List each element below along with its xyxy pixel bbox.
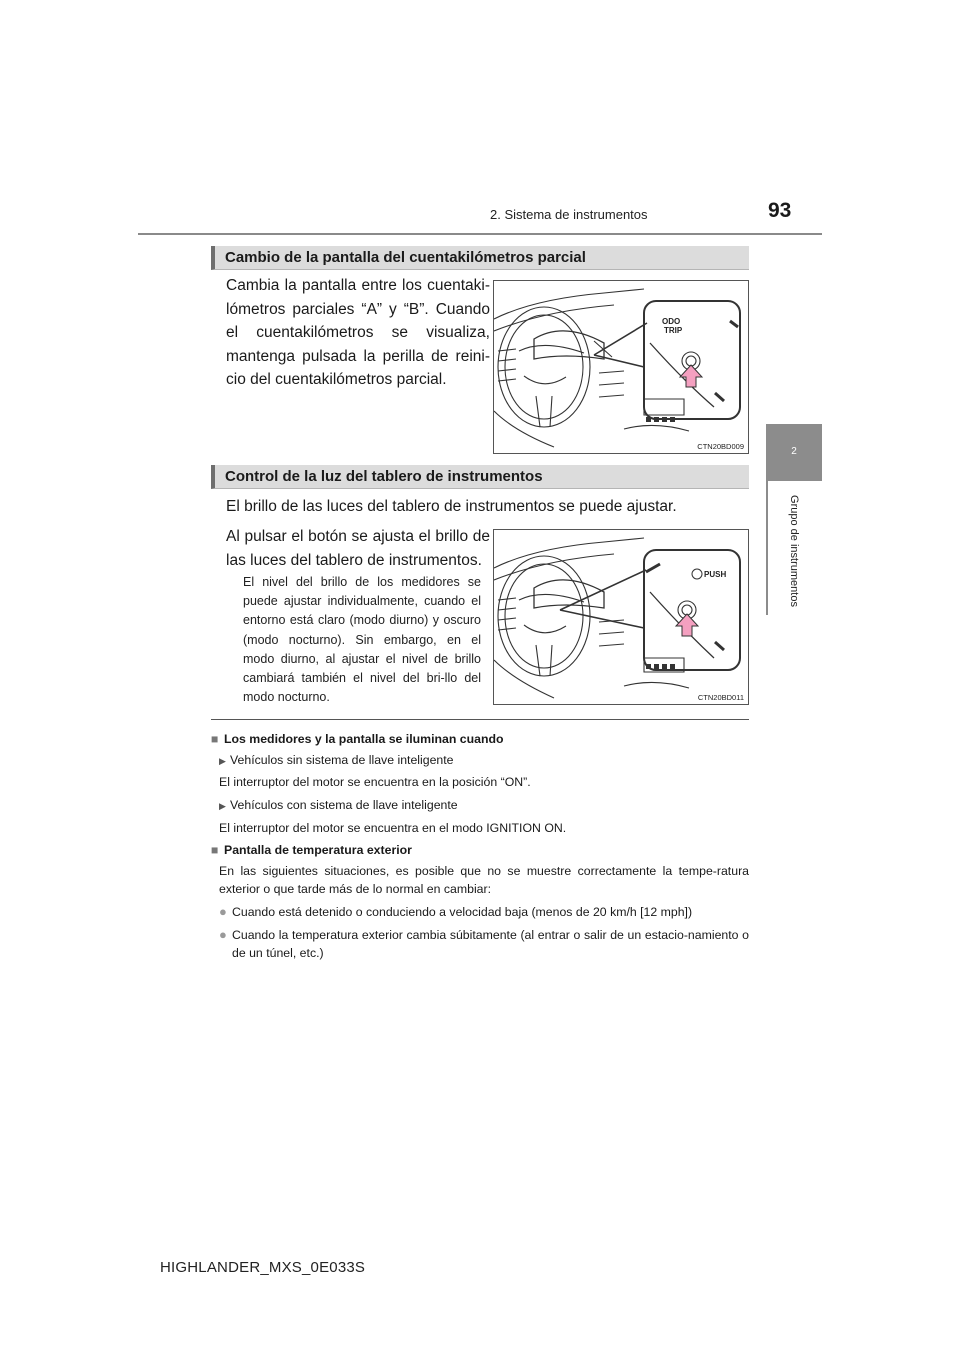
section-heading-trip-meter: Cambio de la pantalla del cuentakilómetros parcial [211,246,749,270]
page-number: 93 [768,199,792,222]
note-text-ignition: El interruptor del motor se encuentra en el modo IGNITION ON. [219,821,567,835]
dashboard-illustration-push [494,530,748,704]
triangle-right-icon: ▶ [219,801,226,811]
note-temperature-text: En las siguientes situaciones, es posible que no se muestre correctamente la tempe-ratura exterior o que tarde más de lo normal en cambiar: [219,864,749,896]
triangle-right-icon: ▶ [219,756,226,766]
notes-divider [211,719,749,720]
note-title-text: Los medidores y la pantalla se iluminan cuando [224,732,504,746]
chapter-tab-number: 2 [791,446,797,457]
figure-push-button [493,529,749,705]
section2-body: Al pulsar el botón se ajusta el brillo de las luces del tablero de instrumentos. [226,528,490,569]
note-case-no-smart-key [219,752,749,769]
trip-label: TRIP [664,326,683,335]
circle-bullet-icon: ● [219,927,227,942]
circle-bullet-icon: ● [219,904,227,919]
note-bullet-sudden-change [219,926,749,962]
chapter-tab-label: Grupo de instrumentos [788,495,800,607]
section-heading-panel-light: Control de la luz del tablero de instrumentos [211,465,749,489]
header-divider [138,233,822,235]
note-case-smart-key [219,797,749,814]
figure-odo-trip [493,280,749,454]
bullet-text: Cuando la temperatura exterior cambia súbitamente (al entrar o salir de un estacio-namiento o de un túnel, etc.) [232,928,749,960]
figure-code: CTN20BD011 [697,693,744,702]
case-label: Vehículos con sistema de llave inteligente [230,798,458,812]
push-label: PUSH [704,570,727,579]
footer-model-code: HIGHLANDER_MXS_0E033S [160,1259,366,1276]
dashboard-illustration [494,281,748,453]
case-label: Vehículos sin sistema de llave inteligente [230,753,454,767]
section1-body: Cambia la pantalla entre los cuentaki-lómetros parciales “A” y “B”. Cuando el cuentakilómetros se visualiza, mantenga pulsada la perilla de reini-cio del cuentakilómetros parcial. [226,277,490,388]
note-title-text: Pantalla de temperatura exterior [224,843,412,857]
note-text-on: El interruptor del motor se encuentra en la posición “ON”. [219,775,531,789]
note-title-illumination [211,731,751,747]
note-title-temperature [211,842,751,858]
figure-code: CTN20BD009 [697,442,744,451]
square-bullet-icon: ■ [211,843,219,857]
section2-detail: El nivel del brillo de los medidores se puede ajustar individualmente, cuando el entorno está claro (modo diurno) y oscuro (modo nocturno). Sin embargo, en el modo diurno, al ajustar el nivel de brillo cambiará también el nivel del bri-llo del modo nocturno. [243,575,481,705]
header-section-title: 2. Sistema de instrumentos [490,207,648,222]
square-bullet-icon: ■ [211,732,219,746]
bullet-text: Cuando está detenido o conduciendo a velocidad baja (menos de 20 km/h [12 mph]) [232,905,693,919]
section2-intro: El brillo de las luces del tablero de instrumentos se puede ajustar. [226,498,677,515]
odo-label: ODO [662,317,681,326]
note-bullet-low-speed [219,904,754,920]
